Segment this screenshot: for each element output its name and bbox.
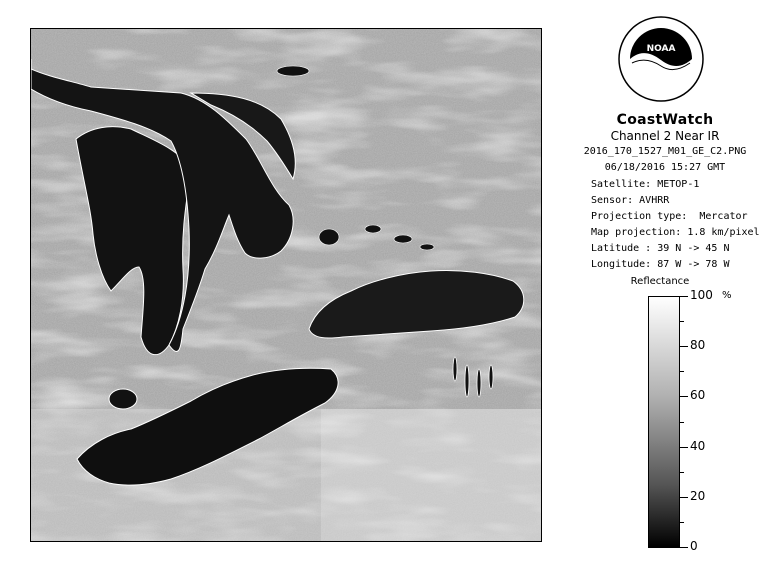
acquisition-datetime: 06/18/2016 15:27 GMT [604,162,726,173]
colorbar-tick-label: 0 [690,539,698,553]
svg-text:NOAA: NOAA [646,44,676,54]
colorbar-ticks [680,296,692,548]
colorbar-label: Reflectance [630,276,690,287]
projection-type: Projection type: Mercator [591,211,748,222]
colorbar-tick-label: 20 [690,489,706,503]
page-title: CoastWatch [616,112,714,128]
colorbar-tick-label: 80 [690,338,706,352]
colorbar-tick-label: 60 [690,388,706,402]
map-svg [31,29,542,542]
colorbar-tick-label: 100 [690,288,713,302]
colorbar-unit: % [722,290,732,301]
satellite-info: Satellite: METOP-1 [591,179,700,190]
longitude-range: Longitude: 87 W -> 78 W [591,259,730,270]
colorbar [648,296,680,548]
map-projection: Map projection: 1.8 km/pixel [591,227,760,238]
noaa-logo [618,16,704,102]
channel-subtitle: Channel 2 Near IR [610,129,720,143]
satellite-image [30,28,542,542]
file-name: 2016_170_1527_M01_GE_C2.PNG [583,146,747,157]
colorbar-tick-label: 40 [690,439,706,453]
sensor-info: Sensor: AVHRR [591,195,670,206]
latitude-range: Latitude : 39 N -> 45 N [591,243,730,254]
lake-st-clair [109,389,137,409]
